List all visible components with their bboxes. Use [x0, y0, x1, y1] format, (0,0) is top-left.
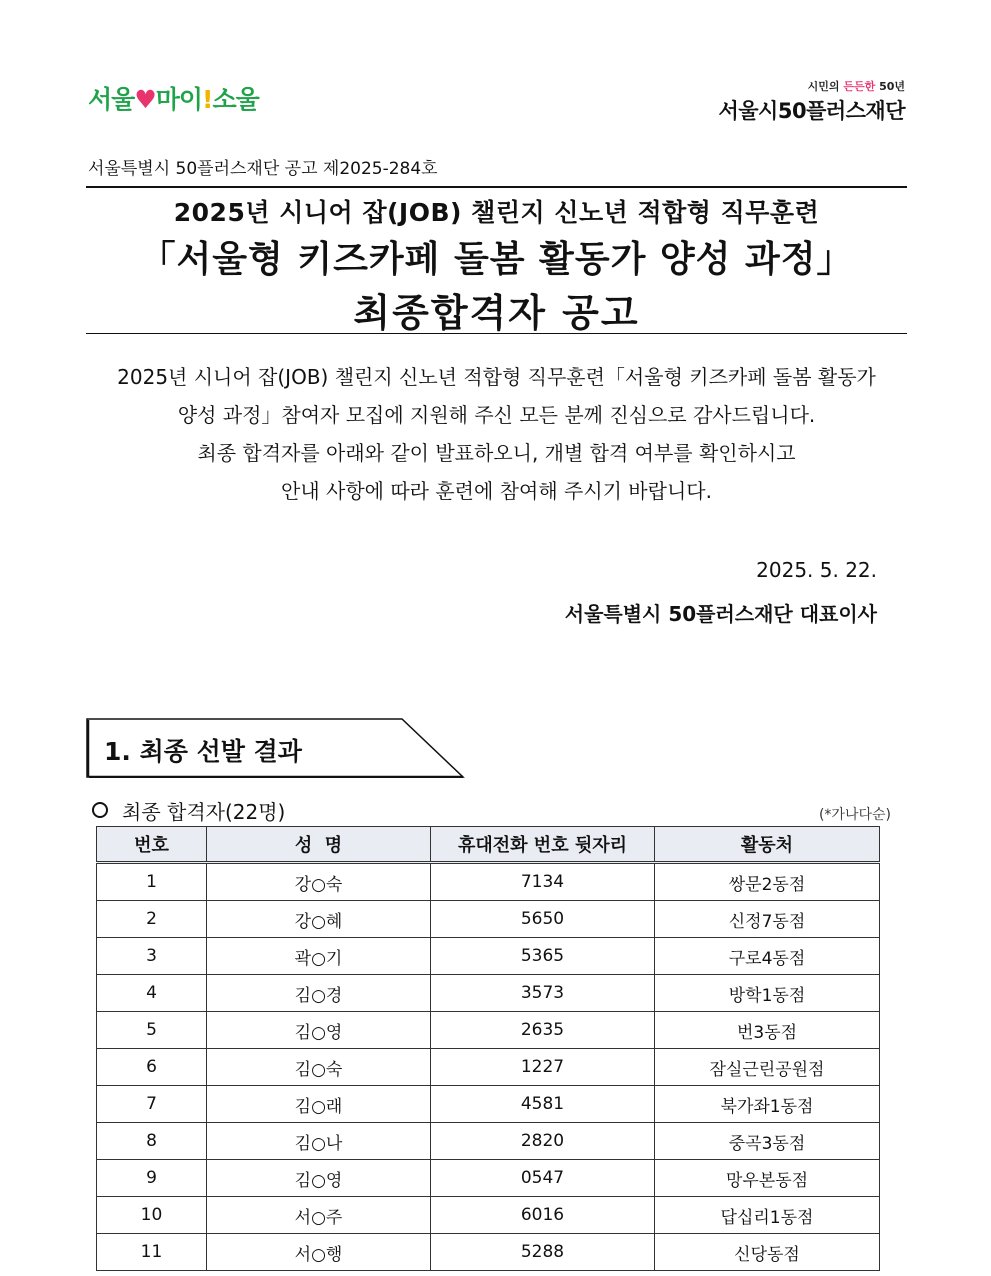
results-table	[96, 826, 880, 1271]
cell-location: 중곡3동점	[655, 1123, 880, 1160]
bottom-divider	[86, 333, 907, 334]
cell-name: 김○나	[207, 1123, 431, 1160]
cell-location: 신당동점	[655, 1234, 880, 1271]
heart-icon: ♥	[134, 85, 156, 114]
table-row	[97, 863, 880, 901]
notice-number: 서울특별시 50플러스재단 공고 제2025-284호	[88, 159, 438, 179]
cell-location: 북가좌1동점	[655, 1086, 880, 1123]
cell-location: 번3동점	[655, 1012, 880, 1049]
cell-phone: 7134	[431, 863, 655, 901]
table-row	[97, 1012, 880, 1049]
cell-number: 3	[97, 938, 207, 975]
cell-name: 강○숙	[207, 863, 431, 901]
body-line: 2025년 시니어 잡(JOB) 챌린지 신노년 적합형 직무훈련「서울형 키즈카페 돌봄 활동가	[117, 365, 876, 389]
table-row	[97, 975, 880, 1012]
header-location: 활동처	[655, 827, 880, 863]
table-row	[97, 1234, 880, 1271]
cell-phone: 2820	[431, 1123, 655, 1160]
cell-name: 강○혜	[207, 901, 431, 938]
cell-number: 9	[97, 1160, 207, 1197]
logo-name: 서울시50플러스재단	[718, 99, 905, 123]
cell-number: 1	[97, 863, 207, 901]
table-row	[97, 901, 880, 938]
cell-phone: 5650	[431, 901, 655, 938]
cell-location: 구로4동점	[655, 938, 880, 975]
cell-phone: 5288	[431, 1234, 655, 1271]
title-main: 「서울형 키즈카페 돌봄 활동가 양성 과정」	[139, 239, 854, 280]
cell-name: 서○주	[207, 1197, 431, 1234]
cell-number: 6	[97, 1049, 207, 1086]
cell-number: 8	[97, 1123, 207, 1160]
title-subtitle: 2025년 시니어 잡(JOB) 챌린지 신노년 적합형 직무훈련	[173, 198, 820, 227]
table-header-row	[97, 827, 880, 863]
cell-phone: 4581	[431, 1086, 655, 1123]
cell-location: 망우본동점	[655, 1160, 880, 1197]
cell-name: 김○경	[207, 975, 431, 1012]
table-row	[97, 938, 880, 975]
seoul50plus-logo	[718, 78, 905, 125]
table-row	[97, 1197, 880, 1234]
section-heading-box	[86, 718, 466, 778]
cell-name: 김○래	[207, 1086, 431, 1123]
cell-phone: 2635	[431, 1012, 655, 1049]
sort-note: (*가나다순)	[818, 807, 891, 823]
cell-phone: 5365	[431, 938, 655, 975]
cell-location: 쌍문2동점	[655, 863, 880, 901]
cell-number: 10	[97, 1197, 207, 1234]
cell-location: 신정7동점	[655, 901, 880, 938]
cell-phone: 3573	[431, 975, 655, 1012]
cell-location: 방학1동점	[655, 975, 880, 1012]
cell-phone: 1227	[431, 1049, 655, 1086]
cell-name: 서○행	[207, 1234, 431, 1271]
body-line: 최종 합격자를 아래와 같이 발표하오니, 개별 합격 여부를 확인하시고	[197, 441, 796, 465]
cell-phone: 6016	[431, 1197, 655, 1234]
table-row	[97, 1123, 880, 1160]
body-line: 양성 과정」참여자 모집에 지원해 주신 모든 분께 진심으로 감사드립니다.	[177, 403, 816, 427]
section-heading: 1. 최종 선발 결과	[104, 737, 302, 766]
top-divider	[86, 186, 907, 188]
header-phone: 휴대전화 번호 뒷자리	[431, 827, 655, 863]
header-name: 성 명	[207, 827, 431, 863]
announcement-body	[86, 358, 907, 510]
cell-location: 답십리1동점	[655, 1197, 880, 1234]
announcement-date: 2025. 5. 22.	[756, 558, 877, 582]
cell-phone: 0547	[431, 1160, 655, 1197]
cell-name: 김○영	[207, 1012, 431, 1049]
cell-name: 김○영	[207, 1160, 431, 1197]
logo-tagline: 시민의 든든한 50년	[807, 80, 905, 93]
cell-number: 5	[97, 1012, 207, 1049]
cell-name: 곽○기	[207, 938, 431, 975]
table-row	[97, 1086, 880, 1123]
circle-bullet-icon	[92, 802, 108, 818]
body-line: 안내 사항에 따라 훈련에 참여해 주시기 바랍니다.	[281, 479, 712, 503]
issuer-name: 서울특별시 50플러스재단 대표이사	[564, 602, 877, 626]
cell-number: 11	[97, 1234, 207, 1271]
header-number: 번호	[97, 827, 207, 863]
cell-number: 4	[97, 975, 207, 1012]
title-announcement: 최종합격자 공고	[353, 291, 640, 335]
cell-number: 7	[97, 1086, 207, 1123]
bullet-final-passers: 최종 합격자(22명)	[92, 796, 285, 825]
table-row	[97, 1049, 880, 1086]
table-row	[97, 1160, 880, 1197]
cell-name: 김○숙	[207, 1049, 431, 1086]
cell-number: 2	[97, 901, 207, 938]
cell-location: 잠실근린공원점	[655, 1049, 880, 1086]
seoul-my-soul-logo: 서울♥마이!소울	[88, 85, 259, 114]
